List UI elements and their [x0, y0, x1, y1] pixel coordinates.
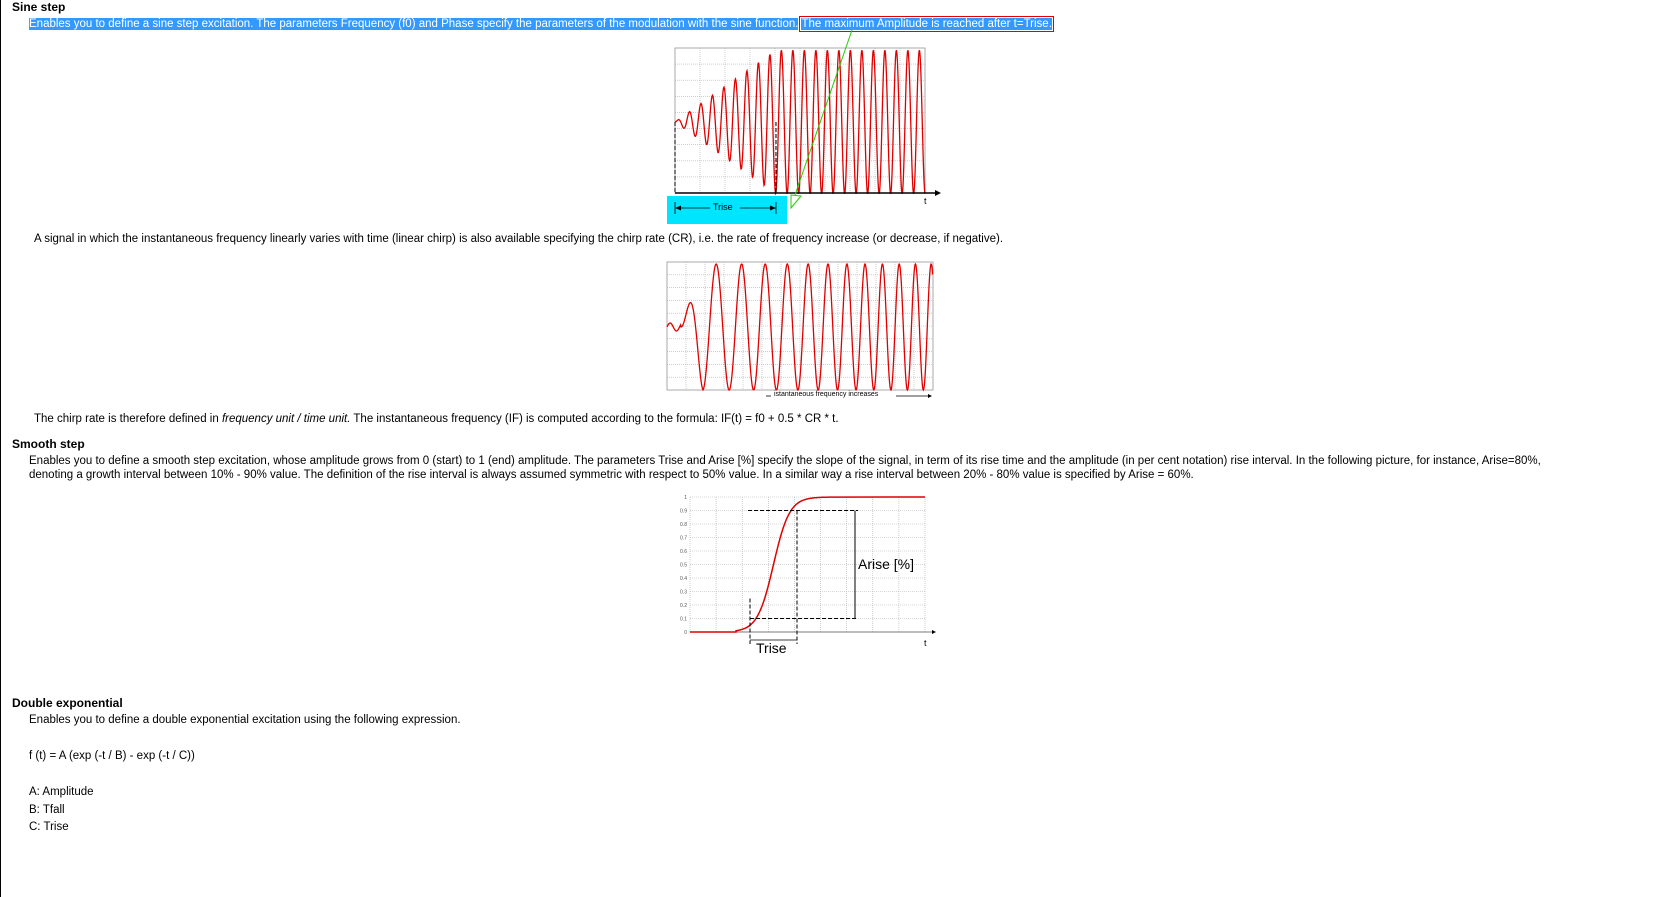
sine-step-figure	[660, 30, 950, 230]
y-tick-label: 1	[684, 495, 687, 501]
selected-text[interactable]: Enables you to define a sine step excitation. The parameters Frequency (f0) and Phase specify the parameters of the modulation with the sine function.	[29, 18, 799, 30]
smooth-step-figure	[670, 490, 940, 660]
smooth-t-label: t	[924, 638, 927, 648]
y-tick-label: 0.9	[680, 508, 687, 515]
y-tick-label: 0.5	[680, 562, 687, 569]
y-tick-label: 0.6	[680, 549, 687, 555]
page-left-border	[0, 0, 1, 897]
double-exp-formula: f (t) = A (exp (-t / B) - exp (-t / C))	[29, 750, 195, 762]
smooth-x-arrow	[932, 630, 936, 634]
y-tick-label: 0.2	[680, 603, 687, 609]
sine-step-axis-arrow	[935, 190, 941, 196]
y-tick-label: 0.8	[680, 522, 687, 528]
y-tick-label: 0	[684, 630, 687, 636]
smooth-step-line2: denoting a growth interval between 10% - 90% value. The definition of the rise interval is always assumed symmetric with respect to 50% value. In a similar way a rise interval between 20% - 80% value is specified by Arise = 60%.	[29, 469, 1194, 481]
chirp-def-post: The instantaneous frequency (IF) is computed according to the formula: IF(t) = f0 + 0.5 * CR * t.	[350, 413, 839, 425]
y-tick-label: 0.4	[680, 576, 687, 582]
chirp-figure	[666, 261, 938, 403]
chirp-def-pre: The chirp rate is therefore defined in	[34, 413, 222, 425]
chirp-caption: istantaneous frequency increases	[774, 391, 879, 398]
sine-step-trise-label: Trise	[713, 202, 733, 212]
y-tick-label: 0.3	[680, 589, 687, 596]
chirp-caption-arrowhead	[928, 394, 932, 398]
double-exp-heading: Double exponential	[12, 696, 123, 710]
sine-step-green-marker	[791, 195, 801, 208]
param-b: B: Tfall	[29, 804, 65, 816]
sine-step-t-label: t	[924, 196, 927, 206]
smooth-step-line1: Enables you to define a smooth step excitation, whose amplitude grows from 0 (start) to 1 (end) amplitude. The parameters Trise and Arise [%] specify the slope of the signal, in term of its rise time and the amplitude (in per cent notation) rise interval. In the following picture, for instance, Arise=80%,	[29, 455, 1541, 467]
chirp-paragraph: A signal in which the instantaneous frequency linearly varies with time (linear chirp) is also available specifying the chirp rate (CR), i.e. the rate of frequency increase (or decrease, if negative).	[34, 233, 1004, 245]
param-c: C: Trise	[29, 821, 69, 833]
y-tick-label: 0.7	[680, 535, 687, 542]
sine-step-heading: Sine step	[12, 0, 66, 14]
y-tick-label: 0.1	[680, 616, 687, 623]
chirp-def-unit: frequency unit / time unit.	[221, 413, 351, 425]
smooth-step-heading: Smooth step	[12, 437, 85, 451]
param-a: A: Amplitude	[29, 786, 94, 798]
highlighted-boxed-text[interactable]: The maximum Amplitude is reached after t=Trise.	[801, 18, 1052, 30]
chirp-definition	[34, 412, 839, 427]
double-exp-description: Enables you to define a double exponential excitation using the following expression.	[29, 714, 461, 726]
smooth-trise-label: Trise	[756, 640, 787, 656]
arise-label: Arise [%]	[858, 556, 915, 572]
